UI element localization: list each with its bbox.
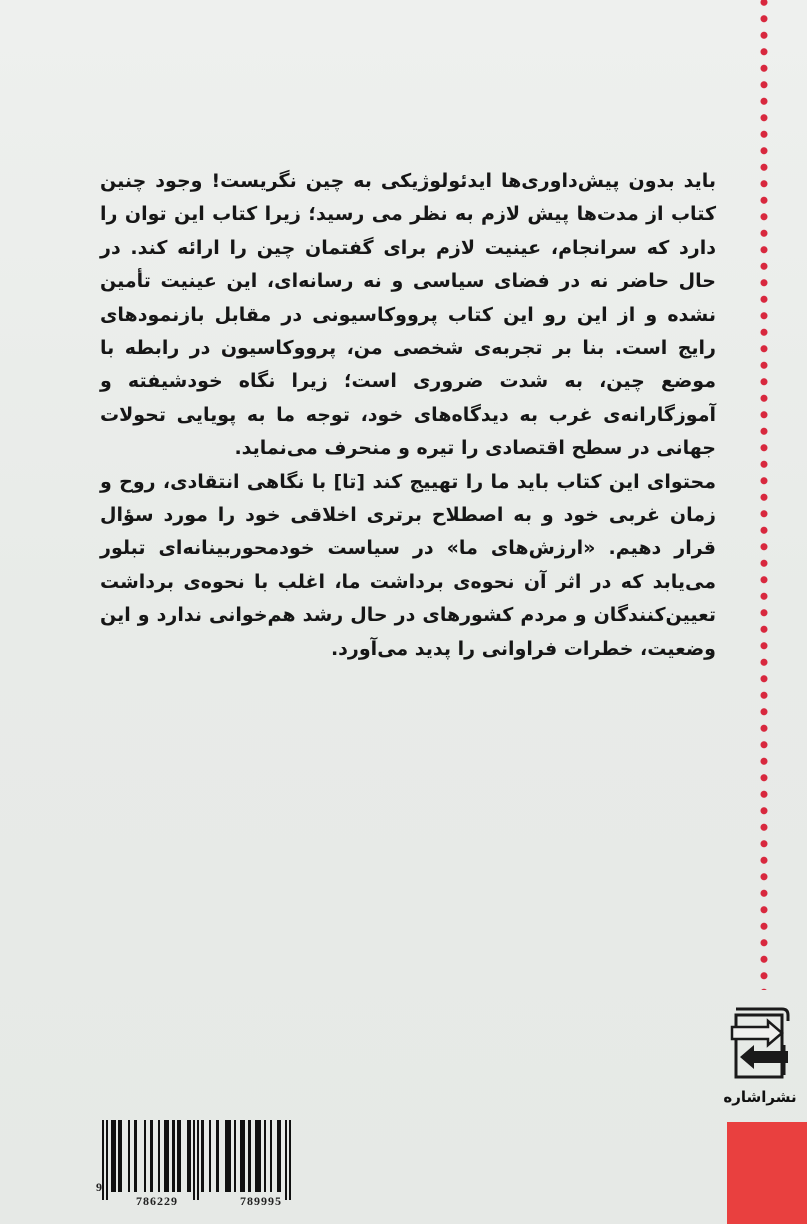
book-arrows-icon xyxy=(728,1005,792,1085)
barcode-lead-digit: 9 xyxy=(96,1180,102,1194)
barcode-right-digits: 789995 xyxy=(240,1194,282,1208)
blurb-text xyxy=(100,165,716,666)
barcode-bars xyxy=(102,1120,322,1196)
red-dotted-line xyxy=(758,0,770,990)
barcode-left-digits: 786229 xyxy=(136,1194,178,1208)
blurb-paragraph-1: باید بدون پیش‌داوری‌ها ایدئولوژیکی به چین نگریست! وجود چنین کتاب از مدت‌ها پیش لازم به نظر می رسید؛ زیرا کتاب این توان را دارد که سرانجام، عینیت لازم برای گفتمان چین را ارائه کند. در حال حاضر نه در فضای سیاسی و نه رسانه‌ای، این عینیت تأمین نشده و از این رو این کتاب پرووکاسیونی در مقابل بازنمودهای رایج است. بنا بر تجربه‌ی شخصی من، پرووکاسیون در رابطه با موضع چین، به شدت ضروری است؛ زیرا نگاه خودشیفته و آموزگارانه‌ی غرب به دیدگاه‌های خود، توجه ما به پویایی تحولات جهانی در سطح اقتصادی را تیره و منحرف می‌نماید. xyxy=(100,170,716,460)
blurb-paragraph-2: محتوای این کتاب باید ما را تهییج کند [تا] با نگاهی انتقادی، روح و زمان غربی خود و به اصطلاح برتری اخلاقی خود را مورد سؤال قرار دهیم. «ارزش‌های ما» در سیاست خودمحوربینانه‌ای تبلور می‌یابد که در اثر آن نحوه‌ی برداشت ما، اغلب با نحوه‌ی برداشت تعیین‌کنندگان و مردم کشورهای در حال رشد هم‌خوانی ندارد و این وضعیت، خطرات فراوانی را پدید می‌آورد. xyxy=(100,470,716,660)
isbn-barcode xyxy=(96,1120,326,1212)
publisher-name: نشراشاره xyxy=(723,1088,797,1106)
red-corner-block xyxy=(727,1122,807,1224)
